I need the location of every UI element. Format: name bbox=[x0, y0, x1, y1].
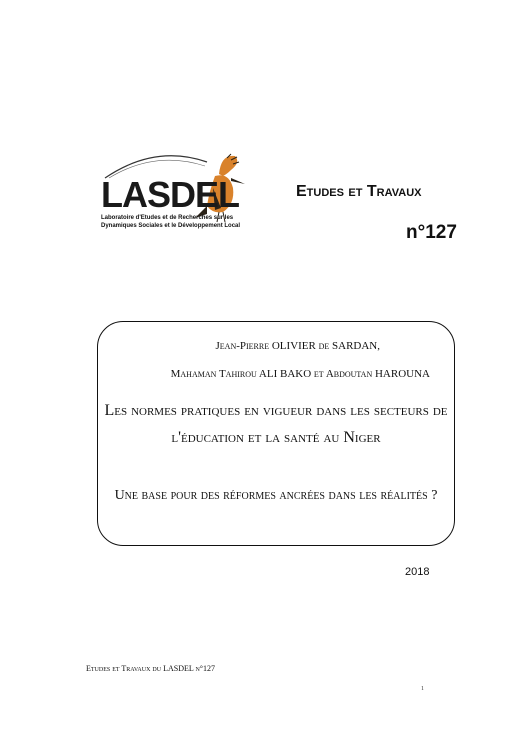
document-title: Les normes pratiques en vigueur dans les secteurs de l'éducation et la santé au Niger bbox=[104, 402, 448, 446]
lasdel-logo bbox=[95, 148, 255, 240]
logo-wordmark: LASDEL bbox=[101, 174, 239, 215]
authors-line-1: Jean-Pierre OLIVIER de SARDAN, bbox=[215, 340, 380, 352]
page-number: 1 bbox=[421, 686, 424, 692]
publication-year: 2018 bbox=[405, 566, 430, 578]
logo-tagline: Laboratoire d'Etudes et de Recherches sur les Dynamiques Sociales et le Développement Local bbox=[101, 215, 241, 229]
series-name: Etudes et Travaux bbox=[296, 183, 422, 200]
document-subtitle: Une base pour des réformes ancrées dans les réalités ? bbox=[114, 488, 438, 503]
authors-line-2: Mahaman Tahirou ALI BAKO et Abdoutan HAROUNA bbox=[170, 368, 430, 380]
series-number: n°127 bbox=[406, 222, 457, 243]
page-footer: Etudes et Travaux du LASDEL n°127 bbox=[86, 664, 215, 673]
